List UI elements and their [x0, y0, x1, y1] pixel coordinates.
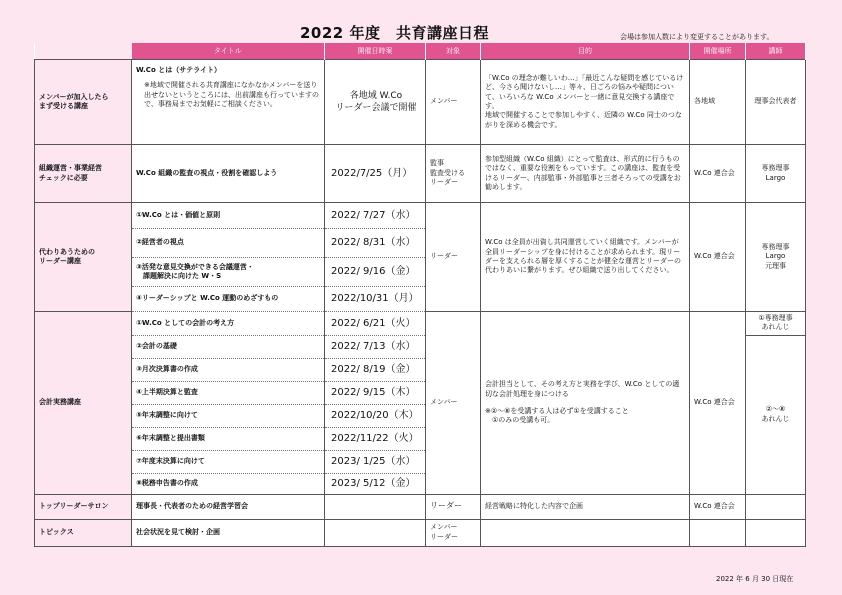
session-date [325, 203, 426, 229]
table-row [35, 60, 806, 145]
purpose-text: 会計担当として、その考え方と実務を学び、W.Co としての適切な会計処理を身につける [485, 380, 680, 398]
date-cell [325, 145, 426, 203]
session-title [132, 229, 325, 258]
lecturer-text: 専務理事 Largo 元理事 [761, 242, 790, 270]
place-cell [690, 312, 746, 495]
lecturer-cell [746, 60, 806, 145]
session-title [132, 335, 325, 358]
course-title: 理事長・代表者のための経営学習会 [136, 502, 248, 511]
header-title: タイトル [132, 43, 325, 60]
session-date [325, 258, 426, 287]
session-title-text: ⑥年末調整と提出書類 [136, 434, 205, 443]
session-date-text: 2022/ 7/13（水） [331, 341, 416, 353]
session-title-text: ①W.Co としての会計の考え方 [136, 318, 235, 327]
session-date-text: 2022/ 8/19（金） [331, 364, 416, 376]
session-title [132, 258, 325, 287]
page-title: 2022 年度 共育講座日程 [300, 24, 489, 42]
session-date-text: 2022/ 9/15（木） [331, 387, 416, 399]
session-title-text: ⑦年度末決算に向けて [136, 457, 205, 466]
title-cell [132, 145, 325, 203]
header-place: 開催場所 [690, 43, 746, 60]
date-text: 各地域 W.Co リーダー会議で開催 [335, 90, 417, 113]
lecturer-cell [746, 203, 806, 312]
table-row [35, 312, 806, 336]
category-label: 会計実務講座 [39, 398, 81, 407]
header-blank [35, 43, 132, 60]
session-title-text: ④上半期決算と監査 [136, 388, 198, 397]
lecturer-cell [746, 335, 806, 494]
course-title: W.Co とは（サテライト） [136, 66, 221, 74]
session-title-text: ②経営者の視点 [136, 238, 184, 247]
lecturer-text: 理事会代表者 [754, 97, 797, 106]
category-label: 代わりあうための リーダー講座 [39, 247, 95, 265]
session-date-text: 2023/ 5/12（金） [331, 478, 416, 490]
session-date [325, 427, 426, 450]
target-cell [426, 312, 481, 495]
schedule-table [34, 43, 806, 547]
lecturer-text: ②～⑧ あれんじ [761, 405, 790, 423]
session-date [325, 404, 426, 427]
header-lecturer: 講師 [746, 43, 806, 60]
target-text: メンバー [430, 97, 458, 106]
target-cell [426, 145, 481, 203]
purpose-cell [481, 519, 690, 546]
lecturer-cell [746, 145, 806, 203]
category-label: トップリーダーサロン [39, 502, 109, 511]
session-date [325, 335, 426, 358]
session-title-text: ③活発な意見交換ができる会議運営・ 課題解決に向けた W・S [136, 262, 254, 280]
place-cell [690, 494, 746, 519]
place-cell [690, 60, 746, 145]
target-cell [426, 494, 481, 519]
place-text: W.Co 連合会 [694, 252, 735, 261]
session-date [325, 229, 426, 258]
session-date-text: 2023/ 1/25（水） [331, 456, 416, 468]
lecturer-cell [746, 312, 806, 336]
place-text: W.Co 連合会 [694, 168, 735, 177]
session-title-text: ①W.Co とは・価値と原則 [136, 210, 221, 219]
session-title [132, 473, 325, 494]
place-text: W.Co 連合会 [694, 502, 735, 511]
date-cell [325, 494, 426, 519]
title-cell [132, 519, 325, 546]
session-date-text: 2022/11/22（火） [331, 433, 419, 445]
lecturer-cell [746, 519, 806, 546]
session-title [132, 381, 325, 404]
header-row [35, 43, 806, 60]
purpose-text: 「W.Co の理念が難しいわ…」「最近こんな疑問を感じているけど、今さら聞けないし…」等々、日ごろの悩みや疑問について、いろいろな W.Co メンバーと一緒に意見交換する講座です。 地域で開催することで参加しやすく、近隣の W.Co 同士のつながりを深める機会です。 [485, 73, 684, 129]
session-date [325, 450, 426, 473]
date-cell [325, 519, 426, 546]
session-date-text: 2022/ 6/21（火） [331, 317, 416, 329]
session-title [132, 287, 325, 312]
session-date-text: 2022/10/20（木） [331, 410, 419, 422]
session-date-text: 2022/ 9/16（金） [331, 266, 416, 278]
purpose-text: 経営戦略に特化した内容で企画 [485, 502, 583, 511]
category-cell [35, 519, 132, 546]
purpose-note: ※②～⑧を受講する人は必ず①を受講すること ①のみの受講も可。 [485, 406, 629, 425]
purpose-cell [481, 494, 690, 519]
course-note: ※地域で開催される共育講座になかなかメンバーを送り出せないというところには、出前講座も行っていますので、事務局までお気軽にご相談ください。 [144, 81, 319, 109]
purpose-cell [481, 60, 690, 145]
session-date-text: 2022/ 7/27（水） [331, 209, 416, 221]
session-date [325, 473, 426, 494]
place-cell [690, 203, 746, 312]
target-text: メンバー [430, 398, 458, 407]
place-cell [690, 145, 746, 203]
table-row [35, 519, 806, 546]
category-label: トピックス [39, 528, 74, 537]
purpose-text: W.Co は全員が出資し共同運営していく組織です。メンバーが全員リーダーシップを身に付けることが求められます。現リーダーを支えられる層を厚くすることが健全な運営とリーダーの代わりあいに繋がります。ぜひ組織で送り出してください。 [485, 238, 681, 275]
header-purpose: 目的 [481, 43, 690, 60]
session-title-text: ②会計の基礎 [136, 342, 177, 351]
purpose-cell [481, 203, 690, 312]
date-text: 2022/7/25（月） [331, 167, 413, 179]
session-date [325, 358, 426, 381]
place-cell [690, 519, 746, 546]
session-title-text: ③月次決算書の作成 [136, 365, 198, 374]
category-cell [35, 203, 132, 312]
session-title [132, 358, 325, 381]
title-cell [132, 494, 325, 519]
lecturer-text: 専務理事 Largo [761, 164, 790, 182]
table-row [35, 145, 806, 203]
session-title [132, 203, 325, 229]
purpose-text: 参加型組織（W.Co 組織）にとって監査は、形式的に行うものではなく、重要な役割をもっています。この講座は、監査を受けるリーダー、内部監事・外部監事と三者そろっての受講をお勧めします。 [485, 154, 681, 191]
target-text: メンバー リーダー [430, 523, 458, 541]
session-title-text: ⑧税務申告書の作成 [136, 479, 198, 488]
session-date [325, 287, 426, 312]
lecturer-cell [746, 494, 806, 519]
session-title [132, 427, 325, 450]
date-cell [325, 60, 426, 145]
table-row [35, 203, 806, 229]
session-title-text: ④リーダーシップと W.Co 運動のめざすもの [136, 294, 279, 303]
session-title [132, 404, 325, 427]
category-label: 組織運営・事業経営 チェックに必要 [39, 164, 102, 182]
session-date-text: 2022/ 8/31（水） [331, 237, 416, 249]
as-of-date: 2022 年 6 月 30 日現在 [716, 575, 794, 583]
purpose-cell [481, 312, 690, 495]
venue-note: 会場は参加人数により変更することがあります。 [620, 33, 774, 41]
category-cell [35, 312, 132, 495]
session-date-text: 2022/10/31（月） [331, 293, 419, 305]
category-label: メンバーが加入したら まず受ける講座 [39, 92, 109, 110]
lecturer-text: ①専務理事 あれんじ [758, 314, 793, 332]
session-title-text: ⑤年末調整に向けて [136, 411, 198, 420]
place-text: W.Co 連合会 [694, 398, 735, 407]
purpose-cell [481, 145, 690, 203]
place-text: 各地域 [694, 97, 715, 106]
course-title: 社会状況を見て検討・企画 [136, 528, 220, 537]
session-title [132, 312, 325, 336]
table-row [35, 494, 806, 519]
target-cell [426, 60, 481, 145]
target-cell [426, 519, 481, 546]
target-text: 監事 監査受ける リーダー [430, 159, 465, 187]
header-target: 対象 [426, 43, 481, 60]
session-date [325, 312, 426, 336]
category-cell [35, 494, 132, 519]
header-date: 開催日時案 [325, 43, 426, 60]
session-title [132, 450, 325, 473]
session-date [325, 381, 426, 404]
target-text: リーダー [430, 252, 458, 261]
category-cell [35, 145, 132, 203]
target-cell [426, 203, 481, 312]
target-text: リーダー [430, 501, 462, 511]
course-title: W.Co 組織の監査の視点・役割を確認しよう [136, 168, 278, 177]
category-cell [35, 60, 132, 145]
title-cell [132, 60, 325, 145]
